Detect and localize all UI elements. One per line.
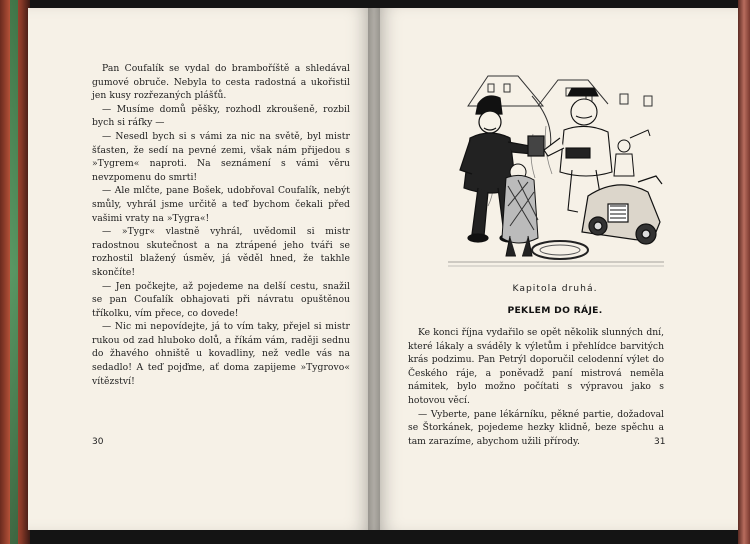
paragraph: — Vyberte, pane lékárníku, pěkné partie, dožadoval se Štorkánek, pojedeme hezky klidně, beze spěchu a tam zarazíme, abychom užili přírody.	[408, 408, 664, 447]
illustration-drawing	[448, 66, 664, 270]
paragraph: — Nesedl bych si s vámi za nic na světě, byl mistr šťasten, že sedí na pevné zemi, však nám přijedou s »Tygrem« naproti. Na seznámení s vámi věru nevzpomenu do smrti!	[92, 130, 350, 183]
paragraph: — Jen počkejte, až pojedeme na delší cestu, snažil se pan Coufalík obhajovati při návratu opuštěnou tříkolku, vím přece, co dovede!	[92, 280, 350, 319]
book-gutter	[368, 8, 380, 530]
right-page-text	[408, 326, 664, 448]
paragraph: Pan Coufalík se vydal do bramboříště a shledával gumové obruče. Nebyla to cesta radostná a ukořistil jen kusy rozřezaných plášťů.	[92, 63, 350, 102]
page-number-left: 30	[92, 437, 104, 447]
paragraph: — Nic mi nepovídejte, já to vím taky, přejel si mistr rukou od zad hluboko dolů, a říkám vám, raději sednu do žhavého ohniště u kovadliny, než vedle vás na sedadlo! A teď pojďme, ať doma zapijeme »Tygrovo« vítězství!	[92, 321, 350, 387]
paragraph: — Musíme domů pěšky, rozhodl zkroušeně, rozbil bych si ráfky —	[92, 103, 350, 129]
book-cover-edge-right	[738, 0, 750, 544]
book-cover-edge-left	[0, 0, 30, 544]
paragraph: — Ale mlčte, pane Bošek, udobřoval Coufalík, nebýt smůly, vyhrál jsme určitě a teď bychom čekali před vašimi vraty na »Tygra«!	[92, 185, 350, 224]
left-page-text	[92, 62, 350, 388]
chapter-title: PEKLEM DO RÁJE.	[507, 305, 603, 316]
chapter-label: Kapitola druhá.	[512, 283, 598, 294]
paragraph: — »Tygr« vlastně vyhrál, uvědomil si mistr radostnou skutečnost a na ztrápené jeho tváři se rozhostil blažený úsměv, já věděl hned, že takhle skončíte!	[92, 226, 350, 278]
policeman-and-car-crash-illustration	[448, 66, 664, 270]
paragraph: Ke konci října vydařilo se opět několik slunných dní, které lákaly a sváděly k výletům i přehlídce barvitých krás podzimu. Pan Petrýl doporučil celodenní výlet do Českého ráje, a poněvadž paní mistrová neměla námitek, bylo možno počítati s výpravou jako s hotovou věcí.	[408, 327, 664, 406]
cover-stripe	[10, 0, 18, 544]
page-number-right: 31	[654, 437, 666, 447]
